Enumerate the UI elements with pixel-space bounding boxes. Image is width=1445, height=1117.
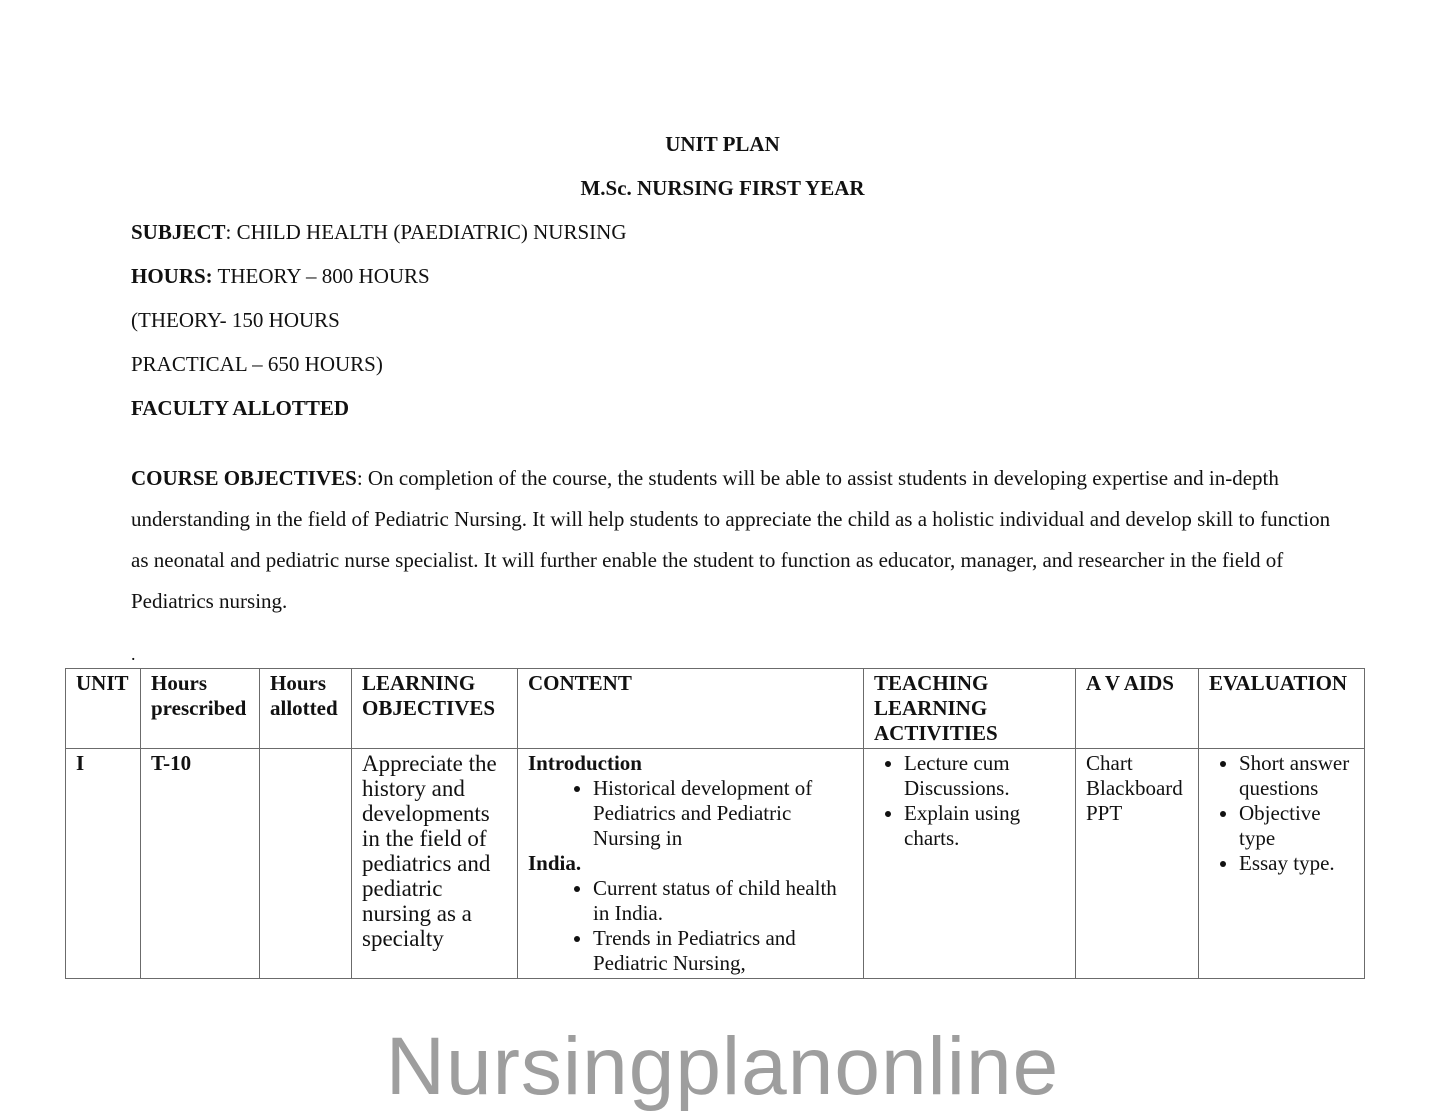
content-subheading: India.	[528, 851, 582, 875]
list-item: • Essay type.	[1239, 851, 1354, 876]
table-header-row	[66, 669, 1365, 749]
list-item: • Current status of child health in India.	[593, 876, 853, 926]
practical-line: PRACTICAL – 650 HOURS)	[131, 352, 383, 376]
cell-unit: I	[66, 749, 141, 979]
subject-value: : CHILD HEALTH (PAEDIATRIC) NURSING	[225, 220, 627, 244]
list-item: • Short answer questions	[1239, 751, 1354, 801]
faculty-line	[131, 396, 349, 421]
content-heading: Introduction	[528, 751, 642, 775]
cell-hours-allotted	[260, 749, 352, 979]
list-item: • Historical development of Pediatrics and Pediatric Nursing in	[593, 776, 853, 851]
header-unit: UNIT	[66, 669, 141, 749]
course-objectives	[131, 458, 1331, 622]
subject-label: SUBJECT	[131, 220, 226, 244]
theory-line: (THEORY- 150 HOURS	[131, 308, 340, 332]
header-teaching-activities: TEACHING LEARNING ACTIVITIES	[864, 669, 1076, 749]
unit-plan-table	[65, 668, 1365, 979]
header-evaluation: EVALUATION	[1199, 669, 1365, 749]
evaluation-list	[1209, 751, 1354, 876]
header-learning-objectives: LEARNING OBJECTIVES	[352, 669, 518, 749]
separator-dot: .	[131, 644, 136, 664]
list-item: • Trends in Pediatrics and Pediatric Nursing,	[593, 926, 853, 976]
list-item: • Explain using charts.	[904, 801, 1065, 851]
cell-content	[518, 749, 864, 979]
watermark-text: Nursingplanonline	[385, 1021, 1060, 1112]
list-item: • Objective type	[1239, 801, 1354, 851]
av-aid-item: Chart	[1086, 751, 1133, 775]
header-av-aids: A V AIDS	[1076, 669, 1199, 749]
table-row	[66, 749, 1365, 979]
av-aid-item: Blackboard	[1086, 776, 1183, 800]
content-list-a	[528, 776, 853, 851]
hours-value: THEORY – 800 HOURS	[212, 264, 430, 288]
header-hours-prescribed: Hours prescribed	[141, 669, 260, 749]
faculty-label: FACULTY ALLOTTED	[131, 396, 350, 420]
hours-label: HOURS:	[131, 264, 213, 288]
cell-learning-objectives: Appreciate the history and developments in the field of pediatrics and pediatric nursing as a specialty	[352, 749, 518, 979]
list-item: • Lecture cum Discussions.	[904, 751, 1065, 801]
cell-evaluation	[1199, 749, 1365, 979]
cell-av-aids	[1076, 749, 1199, 979]
av-aid-item: PPT	[1086, 801, 1123, 825]
activities-list	[874, 751, 1065, 851]
document-title: UNIT PLAN	[665, 132, 780, 156]
header-content: CONTENT	[518, 669, 864, 749]
header-hours-allotted: Hours allotted	[260, 669, 352, 749]
hours-line	[131, 264, 430, 289]
subject-line	[131, 220, 626, 245]
cell-activities	[864, 749, 1076, 979]
objectives-label: COURSE OBJECTIVES	[131, 466, 357, 490]
cell-hours-prescribed: T-10	[141, 749, 260, 979]
content-list-b	[528, 876, 853, 976]
objectives-text: : On completion of the course, the students will be able to assist students in developing expertise and in-depth understanding in the field of Pediatric Nursing. It will help students to appreciate the child as a holistic individual and develop skill to function as neonatal and pediatric nurse specialist. It will further enable the student to function as educator, manager, and researcher in the field of Pediatrics nursing.	[131, 466, 1331, 613]
document-subtitle: M.Sc. NURSING FIRST YEAR	[580, 176, 865, 200]
